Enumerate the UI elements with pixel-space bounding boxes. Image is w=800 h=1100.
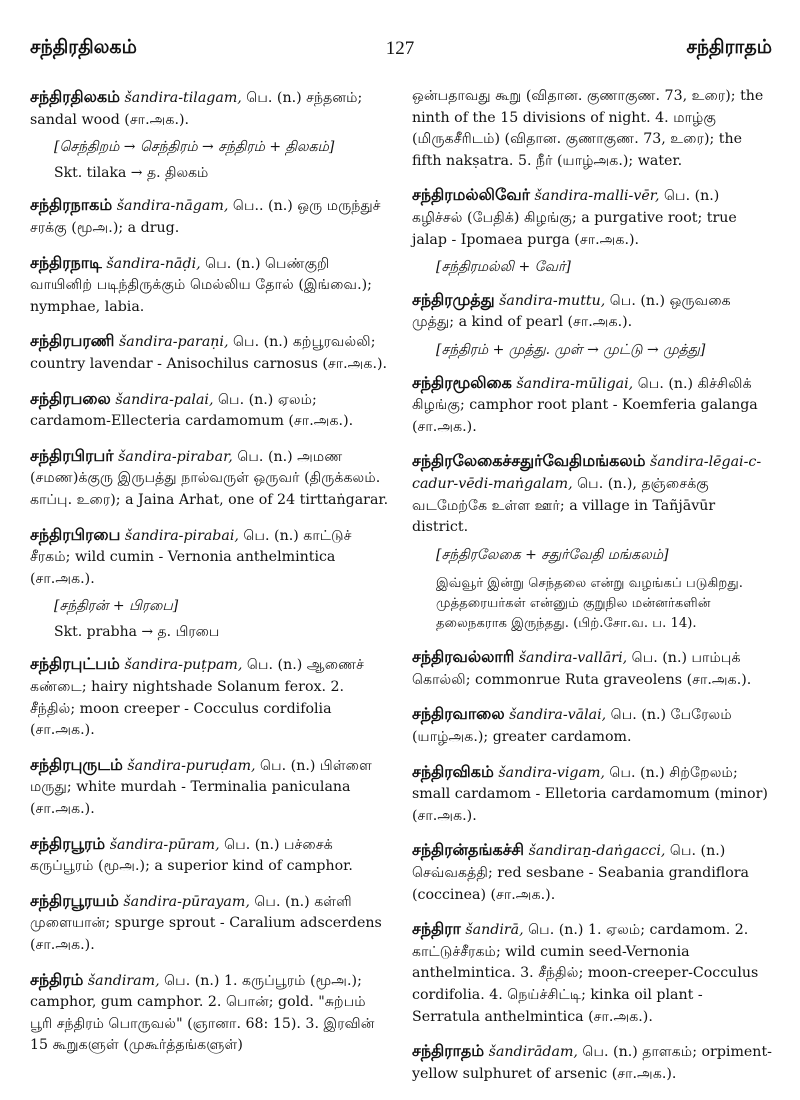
entry-transliteration: šandira-pūrayam, bbox=[123, 893, 250, 910]
entry-etymology bbox=[436, 545, 774, 567]
running-head-left: சந்திரதிலகம் bbox=[30, 36, 137, 58]
entry-headword: சந்திரநாடி bbox=[30, 252, 102, 272]
right-column bbox=[412, 86, 774, 1097]
etymology-text: [சந்திரலேகை + சதுர்வேதி மங்கலம்] bbox=[436, 546, 669, 563]
entry-definition: பெ. (n.) கள்ளி முளையான்; spurge sprout - Caralium adscerdens (சா.அக.). bbox=[30, 893, 382, 953]
entry-headword: சந்திரவிகம் bbox=[412, 761, 494, 781]
dictionary-entry bbox=[30, 524, 392, 591]
entry-definition: பெ. (n.) கழிச்சல் (பேதிக்) கிழங்கு; a purgative root; true jalap - Ipomaea purga (சா.அக.). bbox=[412, 188, 737, 248]
entry-headword: சந்திரபரணி bbox=[30, 331, 115, 351]
entry-transliteration: šandira-puṭpam, bbox=[124, 657, 243, 674]
left-column bbox=[30, 86, 392, 1069]
entry-headword: சந்திரவல்லாரி bbox=[412, 647, 515, 667]
entry-transliteration: šandira-muttu, bbox=[499, 292, 606, 309]
entry-definition: பெ. (n.) பெண்குறி வாயினிற் படிந்திருக்கும் மெல்லிய தோல் (இங்வை.); nymphae, labia. bbox=[30, 255, 372, 315]
page-number: 127 bbox=[385, 38, 415, 59]
entry-definition: பெ. (n.) காட்டுச் சீரகம்; wild cumin - Vernonia anthelmintica (சா.அக.). bbox=[30, 527, 352, 587]
entry-transliteration: šandira-tilagam, bbox=[124, 90, 242, 106]
entry-transliteration: šandira-pirabar, bbox=[118, 448, 233, 465]
entry-transliteration: šandiraṉ-daṅgacci, bbox=[528, 843, 666, 860]
entry-definition: பெ. (n.) கிச்சிலிக் கிழங்கு; camphor root plant - Koemferia galanga (சா.அக.). bbox=[412, 375, 758, 435]
entry-definition: பெ. (n.) அமண (சமண)க்குரு இருபத்து நால்வருள் ஒருவர் (திருக்கலம். காப்பு. உரை); a Jaina Arhat, one of 24 tirttaṅgarar. bbox=[30, 448, 389, 508]
entry-definition: பெ. (n.) கற்பூரவல்லி; country lavendar - Anisochilus carnosus (சா.அக.). bbox=[30, 334, 388, 372]
entry-headword: சந்திரபலை bbox=[30, 388, 111, 408]
entry-transliteration: šandira-vallāri, bbox=[518, 650, 628, 667]
entry-definition: பெ. (n.) பிள்ளை மருது; white murdah - Terminalia paniculana (சா.அக.). bbox=[30, 757, 372, 818]
entry-headword: சந்திரபிரபை bbox=[30, 524, 121, 544]
entry-definition: பெ. (n.) ஆணைச் கண்டை; hairy nightshade Solanum ferox. 2. சீந்தில்; moon creeper - Cocculus cordifolia (சா.அக.). bbox=[30, 657, 365, 739]
entry-transliteration: šandira-malli-vēr, bbox=[534, 188, 660, 205]
entry-definition: பெ. (n.) சந்தனம்; sandal wood (சா.அக.). bbox=[30, 90, 363, 128]
entry-headword: சந்திரமல்லிவேர் bbox=[412, 185, 530, 205]
running-head-right: சந்திராதம் bbox=[686, 36, 772, 58]
etymology-text: [சந்திரன் + பிரபை] bbox=[54, 598, 179, 615]
entry-transliteration: šandira-pūram, bbox=[109, 836, 220, 853]
entry-transliteration: šandira-vālai, bbox=[509, 707, 607, 724]
entry-definition: பெ. (n.) 1. ஏலம்; cardamom. 2. காட்டுச்சீரகம்; wild cumin seed-Vernonia anthelmintica. 3. சீந்தில்; moon-creeper-Cocculus cordifolia. 4. நெய்ச்சிட்டி; kinka oil plant - Serratula anthelmintica (சா.அக.). bbox=[412, 922, 759, 1025]
entry-definition: பெ.. (n.) ஒரு மருந்துச் சரக்கு (மூஅ.); a drug. bbox=[30, 198, 381, 236]
entry-transliteration: šandira-puruḍam, bbox=[127, 757, 256, 774]
entry-transliteration: šandira-pirabai, bbox=[124, 527, 239, 544]
entry-continuation: ஒன்பதாவது கூறு (விதான. குணாகுண. 73, உரை); the ninth of the 15 divisions of night. 4. மாழ்கு (மிருகசீரிடம்) (விதான. குணாகுண. 73, உரை); the fifth nakṣatra. 5. நீர் (யாழ்அக.); water. bbox=[412, 88, 764, 169]
entry-definition: பெ. (n.) செவ்வகத்தி; red sesbane - Seabania grandiflora (coccinea) (சா.அக.). bbox=[412, 843, 749, 903]
entry-transliteration: šandirādam, bbox=[488, 1044, 578, 1061]
dictionary-entry bbox=[412, 450, 774, 538]
entry-transliteration: šandira-mūligai, bbox=[516, 375, 634, 392]
entry-headword: சந்திரபிரபர் bbox=[30, 445, 114, 465]
dictionary-entry bbox=[30, 890, 392, 957]
dictionary-entry bbox=[30, 653, 392, 741]
dictionary-entry bbox=[30, 252, 392, 319]
dictionary-entry bbox=[412, 646, 774, 691]
dictionary-entry bbox=[30, 445, 392, 512]
entry-headword: சந்திரபுருடம் bbox=[30, 754, 123, 774]
entry-headword: சந்திரபுட்பம் bbox=[30, 654, 120, 674]
entry-etymology bbox=[54, 137, 392, 159]
entry-headword: சந்திரபூரயம் bbox=[30, 890, 119, 910]
entry-transliteration: šandira-paraṇi, bbox=[118, 334, 229, 351]
dictionary-entry bbox=[30, 754, 392, 821]
entry-transliteration: šandira-nāgam, bbox=[116, 198, 229, 215]
entry-etymology bbox=[436, 257, 774, 279]
entry-transliteration: šandira-lēgai-c-cadur-vēdi-maṅgalam, bbox=[412, 454, 762, 492]
entry-definition: பெ. (n.) பாம்புக் கொல்லி; commonrue Ruta graveolens (சா.அக.). bbox=[412, 650, 752, 688]
entry-headword: சந்திரமுத்து bbox=[412, 289, 495, 309]
dictionary-entry bbox=[412, 761, 774, 828]
entry-transliteration: šandira-nāḍi, bbox=[106, 255, 201, 272]
entry-headword: சந்திரவாலை bbox=[412, 704, 505, 724]
dictionary-entry bbox=[412, 184, 774, 251]
dictionary-entry bbox=[30, 833, 392, 878]
dictionary-entry bbox=[412, 839, 774, 906]
entry-etymology bbox=[436, 340, 774, 362]
entry-headword: சந்திரமூலிகை bbox=[412, 372, 512, 392]
entry-headword: சந்திரலேகைச்சதுர்வேதிமங்கலம் bbox=[412, 451, 646, 471]
entry-headword: சந்திரநாகம் bbox=[30, 195, 113, 215]
entry-definition: பெ. (n.) 1. கருப்பூரம் (மூஅ.); camphor, gum camphor. 2. பொன்; gold. "சுற்பம் பூரி சந்திரம் பொருவல்" (ஞானா. 68: 15). 3. இரவின் 15 கூறுகளுள் (முகூர்த்தங்களுள்) bbox=[30, 972, 375, 1054]
etymology-text: [செந்திறம் → செந்திரம் → சந்திரம் + திலகம்] bbox=[54, 139, 335, 156]
entry-headword: சந்திரம் bbox=[30, 969, 84, 989]
entry-sanskrit-origin: Skt. tilaka → த. திலகம் bbox=[54, 164, 209, 181]
entry-transliteration: šandiram, bbox=[87, 972, 160, 989]
dictionary-entry bbox=[412, 703, 774, 748]
entry-headword: சந்திரபூரம் bbox=[30, 833, 106, 853]
dictionary-entry bbox=[412, 1040, 774, 1085]
dictionary-entry bbox=[30, 969, 392, 1057]
entry-headword: சந்திரன்தங்கச்சி bbox=[412, 840, 525, 860]
entry-definition: பெ. (n.), தஞ்சைக்கு வடமேற்கே உள்ள ஊர்; a village in Tañjāvūr district. bbox=[412, 475, 716, 536]
entry-headword: சந்திரதிலகம் bbox=[30, 87, 120, 106]
etymology-text: [சந்திரம் + முத்து. முள் → முட்டு → முத்து] bbox=[436, 341, 706, 358]
dictionary-entry bbox=[30, 330, 392, 375]
etymology-text: [சந்திரமல்லி + வேர்] bbox=[436, 259, 571, 276]
dictionary-entry bbox=[412, 289, 774, 334]
dictionary-entry bbox=[30, 194, 392, 239]
dictionary-entry bbox=[412, 918, 774, 1028]
entry-headword: சந்திராதம் bbox=[412, 1041, 485, 1061]
entry-definition: பெ. (n.) சிற்றேலம்; small cardamom - Elletoria cardamomum (minor) (சா.அக.). bbox=[412, 764, 768, 824]
entry-headword: சந்திரா bbox=[412, 919, 461, 939]
entry-sanskrit-origin: Skt. prabha → த. பிரபை bbox=[54, 623, 220, 640]
dictionary-entry bbox=[30, 388, 392, 433]
entry-transliteration: šandira-palai, bbox=[115, 391, 214, 408]
dictionary-entry bbox=[30, 86, 392, 131]
entry-etymology bbox=[54, 596, 392, 618]
entry-definition: பெ. (n.) பேரேலம் (யாழ்அக.); greater cardamom. bbox=[412, 707, 732, 746]
entry-note: இவ்வூர் இன்று செந்தலை என்று வழங்கப் படுகிறது. முத்தரையர்கள் என்னும் குறுநில மன்னர்களின் தலைநகராக இருந்தது. (பிற்.சோ.வ. ப. 14). bbox=[436, 576, 743, 632]
entry-transliteration: šandirā, bbox=[465, 922, 524, 939]
entry-definition: பெ. (n.) ஏலம்; cardamom-Ellecteria cardamomum (சா.அக.). bbox=[30, 391, 354, 430]
dictionary-entry bbox=[412, 372, 774, 439]
entry-definition: பெ. (n.) தாளகம்; orpiment-yellow sulphuret of arsenic (சா.அக.). bbox=[412, 1044, 772, 1082]
entry-definition: பெ. (n.) பச்சைக் கருப்பூரம் (மூஅ.); a superior kind of camphor. bbox=[30, 836, 353, 875]
entry-transliteration: šandira-vigam, bbox=[498, 764, 605, 781]
entry-definition: பெ. (n.) ஒருவகை முத்து; a kind of pearl (சா.அக.). bbox=[412, 292, 731, 331]
